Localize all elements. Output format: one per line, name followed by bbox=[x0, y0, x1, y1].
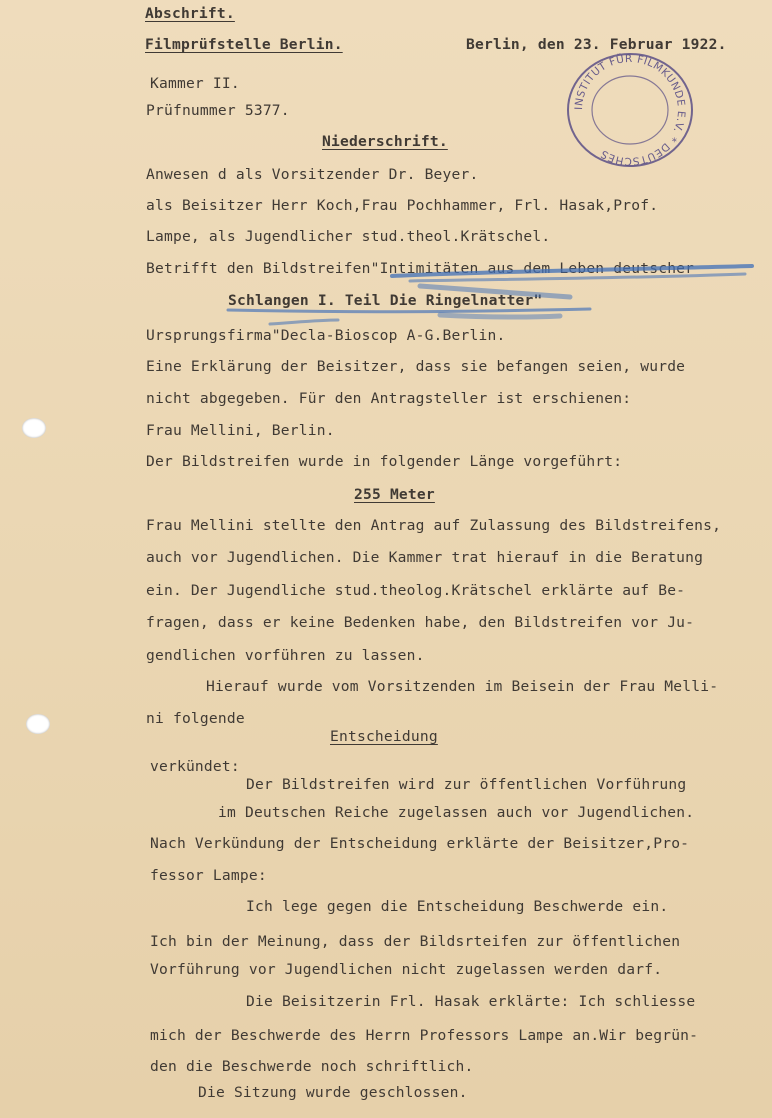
text-line: Der Bildstreifen wird zur öffentlichen Vorführung bbox=[246, 776, 687, 793]
copy-label: Abschrift. bbox=[145, 5, 235, 22]
exam-number: Prüfnummer 5377. bbox=[146, 102, 290, 119]
text-line: Ursprungsfirma"Decla-Bioscop A-G.Berlin. bbox=[146, 327, 506, 344]
blue-pencil-strokes bbox=[228, 266, 752, 324]
chamber: Kammer II. bbox=[150, 75, 240, 92]
stamp-text: INSTITUT FÜR FILMKUNDE E.V. * DEUTSCHES bbox=[572, 52, 688, 168]
text-line: als Beisitzer Herr Koch,Frau Pochhammer, Frl. Hasak,Prof. bbox=[146, 197, 659, 214]
film-length: 255 Meter bbox=[354, 486, 435, 503]
text-line: im Deutschen Reiche zugelassen auch vor Jugendlichen. bbox=[218, 804, 695, 821]
text-line: verkündet: bbox=[150, 758, 240, 775]
place-date: Berlin, den 23. Februar 1922. bbox=[466, 36, 727, 53]
text-line: Ich bin der Meinung, dass der Bildsrteifen zur öffentlichen bbox=[150, 933, 681, 950]
text-line: nicht abgegeben. Für den Antragsteller ist erschienen: bbox=[146, 390, 632, 407]
text-line: fragen, dass er keine Bedenken habe, den Bildstreifen vor Ju- bbox=[146, 614, 695, 631]
text-line: mich der Beschwerde des Herrn Professors Lampe an.Wir begrün- bbox=[150, 1027, 699, 1044]
text-line: gendlichen vorführen zu lassen. bbox=[146, 647, 425, 664]
text-line: Anwesen d als Vorsitzender Dr. Beyer. bbox=[146, 166, 479, 183]
text-line: Die Beisitzerin Frl. Hasak erklärte: Ich schliesse bbox=[246, 993, 696, 1010]
film-title-line: Schlangen I. Teil Die Ringelnatter" bbox=[228, 292, 543, 309]
svg-text:INSTITUT FÜR FILMKUNDE E.V. * bbox=[573, 52, 687, 167]
text-line: ein. Der Jugendliche stud.theolog.Krätschel erklärte auf Be- bbox=[146, 582, 686, 599]
text-line: Nach Verkündung der Entscheidung erklärte der Beisitzer,Pro- bbox=[150, 835, 690, 852]
text-line: auch vor Jugendlichen. Die Kammer trat hierauf in die Beratung bbox=[146, 549, 704, 566]
text-line: Eine Erklärung der Beisitzer, dass sie befangen seien, wurde bbox=[146, 358, 686, 375]
text-line: den die Beschwerde noch schriftlich. bbox=[150, 1058, 474, 1075]
text-line: Der Bildstreifen wurde in folgender Länge vorgeführt: bbox=[146, 453, 623, 470]
text-line: Betrifft den Bildstreifen"Intimitäten aus dem Leben deutscher bbox=[146, 260, 695, 277]
office-name: Filmprüfstelle Berlin. bbox=[145, 36, 343, 53]
institute-stamp bbox=[560, 50, 700, 170]
text-line: Ich lege gegen die Entscheidung Beschwerde ein. bbox=[246, 898, 669, 915]
text-line: Frau Mellini, Berlin. bbox=[146, 422, 335, 439]
text-line: ni folgende bbox=[146, 710, 245, 727]
text-line: Die Sitzung wurde geschlossen. bbox=[198, 1084, 468, 1101]
decision-heading: Entscheidung bbox=[330, 728, 438, 745]
text-line: fessor Lampe: bbox=[150, 867, 267, 884]
document-heading: Niederschrift. bbox=[322, 133, 448, 150]
text-line: Hierauf wurde vom Vorsitzenden im Beisein der Frau Melli- bbox=[206, 678, 719, 695]
text-line: Frau Mellini stellte den Antrag auf Zulassung des Bildstreifens, bbox=[146, 517, 722, 534]
text-line: Vorführung vor Jugendlichen nicht zugelassen werden darf. bbox=[150, 961, 663, 978]
text-line: Lampe, als Jugendlicher stud.theol.Krätschel. bbox=[146, 228, 551, 245]
